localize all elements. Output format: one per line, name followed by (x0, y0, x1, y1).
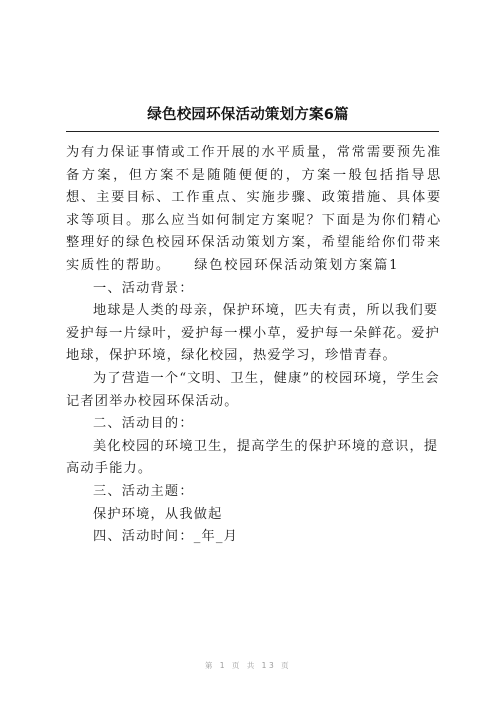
section-heading-purpose: 二、活动目的： (93, 416, 194, 432)
purpose-paragraph: 美化校园的环境卫生，提高学生的保护环境的意识，提高动手能力。 (66, 438, 439, 477)
section-heading-background: 一、活动背景： (93, 280, 194, 296)
background-paragraph: 地球是人类的母亲，保护环境，匹夫有责，所以我们要爱护每一片绿叶，爱护每一棵小草，爱护每一朵鲜花。爱护地球，保护环境，绿化校园，热爱学习，珍惜青春。 (66, 303, 441, 364)
document-title: 绿色校园环保活动策划方案6篇 (147, 107, 349, 123)
document-body (66, 142, 442, 549)
section-heading-theme: 三、活动主题： (93, 483, 194, 499)
title-divider (66, 131, 439, 132)
background-paragraph-2: 为了营造一个“文明、卫生，健康”的校园环境，学生会记者团举办校园环保活动。 (66, 370, 440, 409)
page-footer: 第 1 页 共 13 页 (204, 661, 292, 670)
section-heading-time: 四、活动时间：_年_月 (93, 529, 239, 545)
theme-paragraph: 保护环境，从我做起 (93, 506, 223, 522)
intro-paragraph: 为有力保证事情或工作开展的水平质量，常常需要预先准备方案，但方案不是随随便便的，方案一般包括指导思想、主要目标、工作重点、实施步骤、政策措施、具体要求等项目。那么应当如何制定方案呢？下面是为你们精心整理好的绿色校园环保活动策划方案，希望能给你们带来实质性的帮助。 绿色校园环保活动策划方案篇1 (66, 145, 442, 273)
